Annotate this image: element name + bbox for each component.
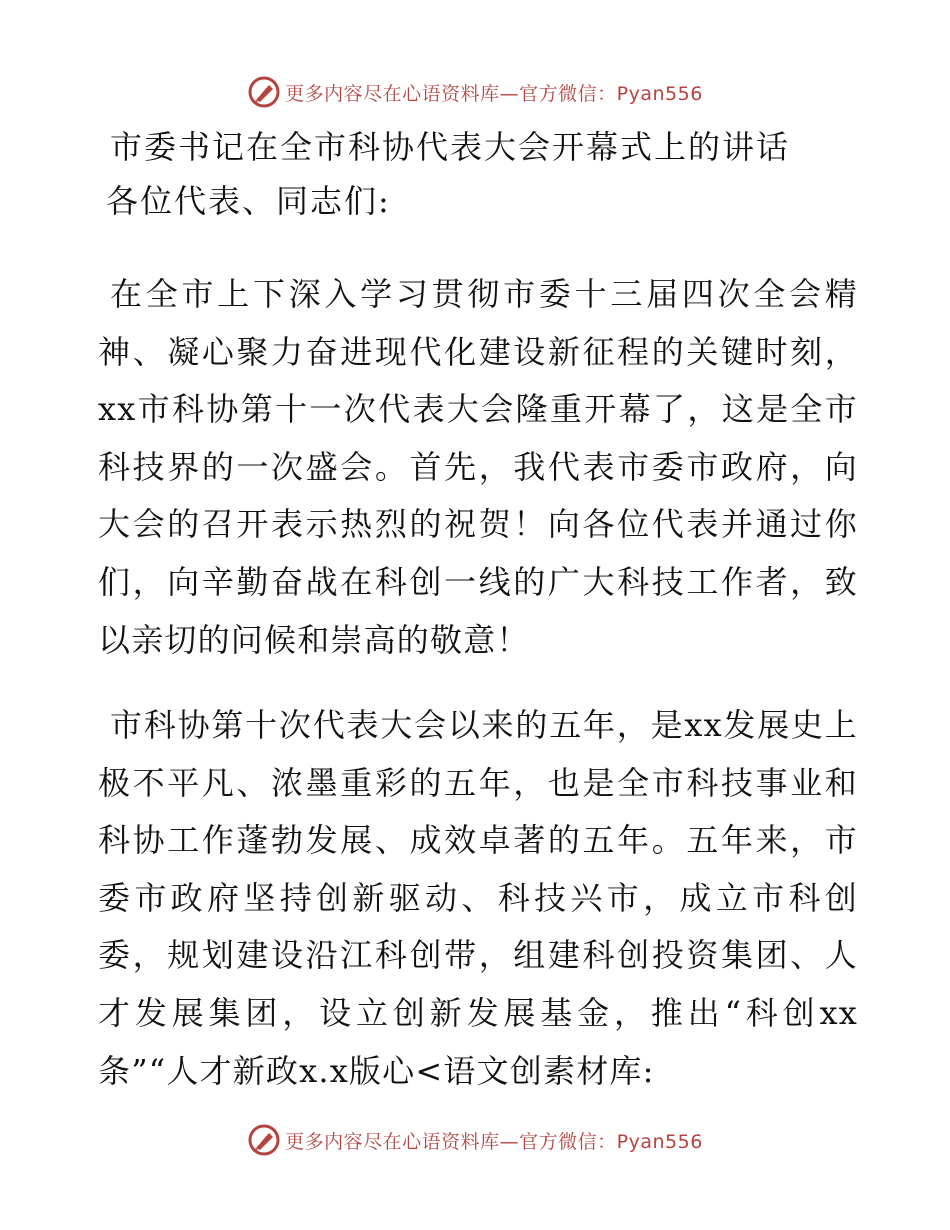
- salutation: 各位代表、同志们:: [106, 182, 391, 220]
- pen-nib-logo-icon: [247, 75, 281, 109]
- document-title: 市委书记在全市科协代表大会开幕式上的讲话: [110, 128, 791, 166]
- pen-nib-logo-icon: [247, 1123, 281, 1157]
- watermark-text: 更多内容尽在心语资料库—官方微信：Pyan556: [285, 1130, 703, 1153]
- paragraph-opening: [98, 266, 858, 669]
- paragraph-five-years: [98, 697, 858, 1100]
- footer-watermark-banner: [0, 1120, 950, 1160]
- watermark-text: 更多内容尽在心语资料库—官方微信：Pyan556: [285, 82, 703, 105]
- paragraph-text: 在全市上下深入学习贯彻市委十三届四次全会精神、凝心聚力奋进现代化建设新征程的关键时刻，xx市科协第十一次代表大会隆重开幕了，这是全市科技界的一次盛会。首先，我代表市委市政府，向大会的召开表示热烈的祝贺！向各位代表并通过你们，向辛勤奋战在科创一线的广大科技工作者，致以亲切的问候和崇高的敬意！: [98, 275, 858, 659]
- header-watermark-banner: [0, 72, 950, 112]
- paragraph-text: 市科协第十次代表大会以来的五年，是xx发展史上极不平凡、浓墨重彩的五年，也是全市科技事业和科协工作蓬勃发展、成效卓著的五年。五年来，市委市政府坚持创新驱动、科技兴市，成立市科创委，规划建设沿江科创带，组建科创投资集团、人才发展集团，设立创新发展基金，推出“科创xx条”“人才新政x.x版心<语文创素材库:: [98, 706, 858, 1090]
